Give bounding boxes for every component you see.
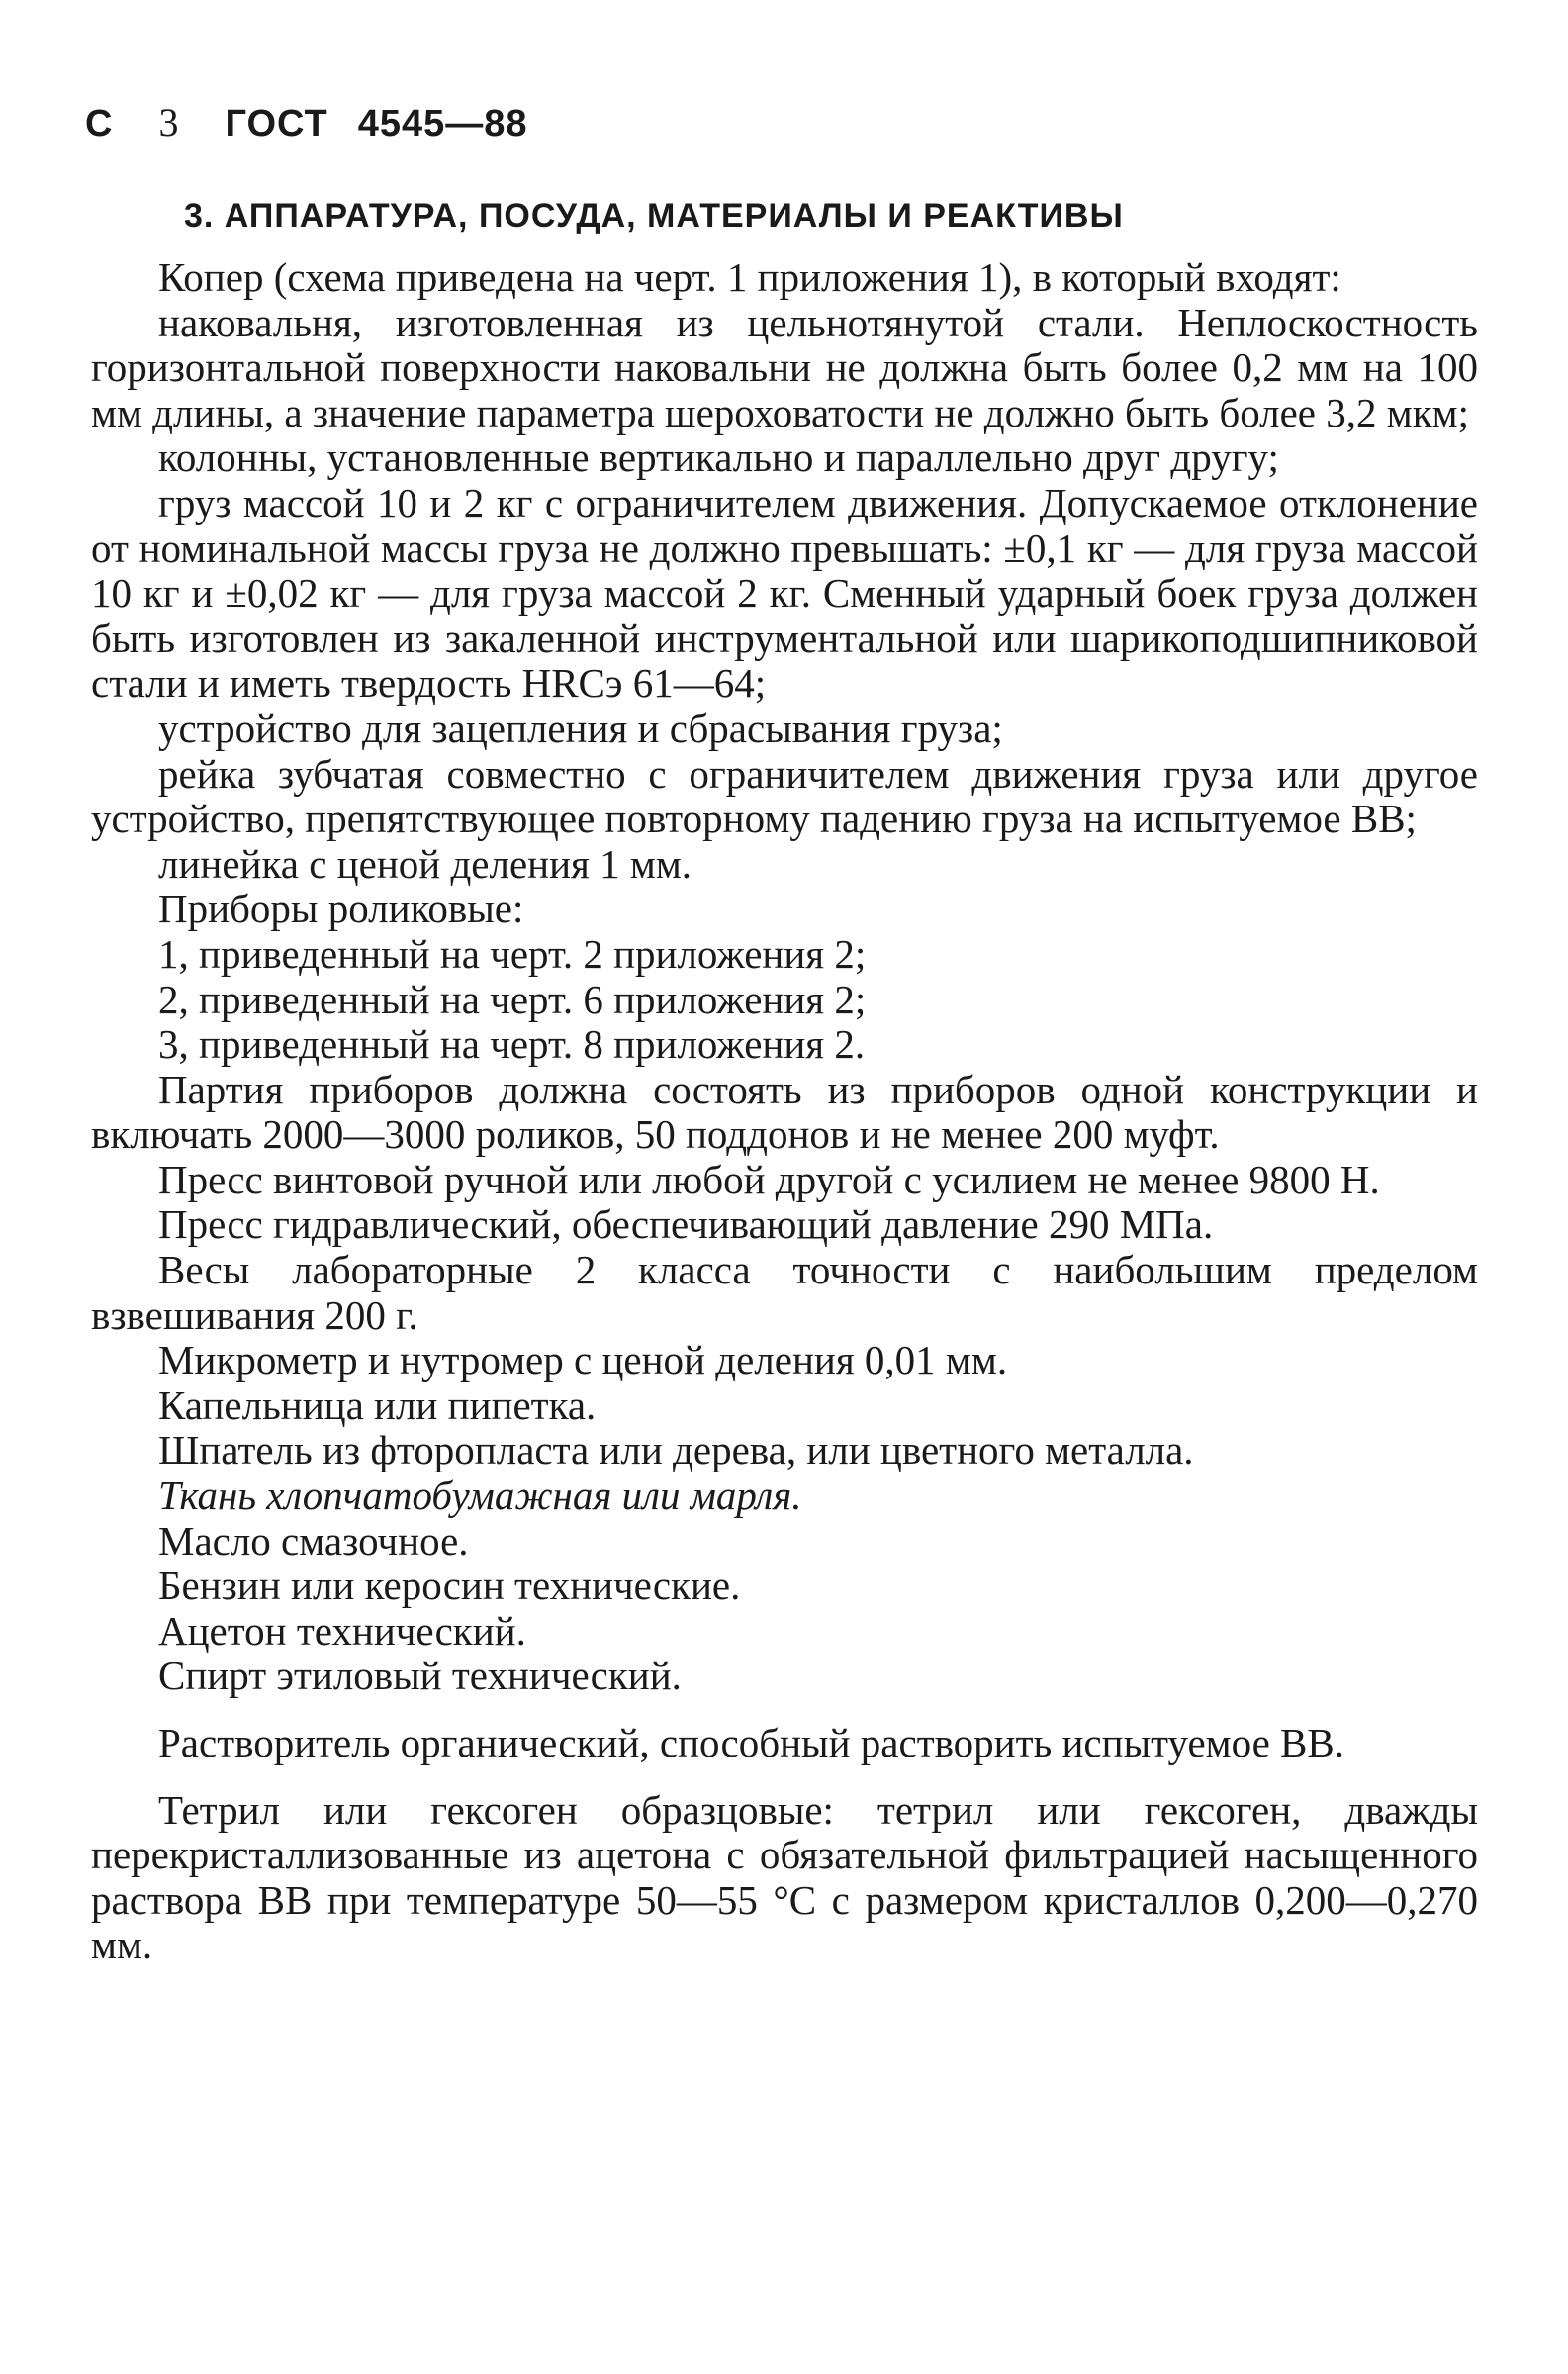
paragraph-micrometer: Микрометр и нутромер с ценой деления 0,01 мм. (158, 1337, 1008, 1383)
paragraph-columns: колонны, установленные вертикально и параллельно друг другу; (158, 434, 1279, 481)
paragraph-alcohol: Спирт этиловый технический. (158, 1653, 682, 1699)
paragraph-screw-press: Пресс винтовой ручной или любой другой с усилием не менее 9800 Н. (158, 1156, 1380, 1202)
paragraph-spatula: Шпатель из фторопласта или дерева, или цветного металла. (158, 1427, 1194, 1473)
paragraph-dropper: Капельница или пипетка. (158, 1381, 597, 1428)
paragraph-koper: Копер (схема приведена на черт. 1 приложения 1), в который входят: (158, 254, 1341, 300)
paragraph-roller-devices: Приборы роликовые: (158, 886, 524, 932)
paragraph-roller-3: 3, приведенный на черт. 8 приложения 2. (158, 1021, 866, 1068)
paragraph-cloth: Ткань хлопчатобумажная или марля. (158, 1472, 802, 1519)
paragraph-anvil: наковальня, изготовленная из цельнотянутой стали. Неплоскостность горизонтальной поверхности наковальни не должна быть более 0,2 мм на 100 мм длины, а значение параметра шероховатости не должно быть более 3,2 мкм; (91, 299, 1478, 435)
section-title: 3. АППАРАТУРА, ПОСУДА, МАТЕРИАЛЫ И РЕАКТИВЫ (184, 197, 1124, 235)
paragraph-batch: Партия приборов должна состоять из приборов одной конструкции и включать 2000—3000 роликов, 50 поддонов и не менее 200 муфт. (91, 1066, 1478, 1158)
paragraph-ruler: линейка с ценой деления 1 мм. (158, 840, 692, 887)
paragraph-solvent: Растворитель органический, способный растворить испытуемое ВВ. (158, 1720, 1344, 1765)
paragraph-roller-2: 2, приведенный на черт. 6 приложения 2; (158, 976, 867, 1022)
standard-label: ГОСТ (225, 103, 328, 144)
document-body (91, 255, 1478, 1968)
paragraph-release-device: устройство для зацепления и сбрасывания груза; (158, 705, 1003, 751)
page-header (85, 99, 528, 158)
header-mark: С (85, 103, 114, 144)
standard-number: 4545—88 (357, 103, 528, 144)
paragraph-acetone: Ацетон технический. (158, 1607, 526, 1654)
paragraph-tetryl: Тетрил или гексоген образцовые: тетрил или гексоген, дважды перекристаллизованные из ацетона с обязательной фильтрацией насыщенного раствора ВВ при температуре 50—55 °С с размером кристаллов 0,200—0,270 мм. (91, 1786, 1478, 1968)
paragraph-roller-1: 1, приведенный на черт. 2 приложения 2; (158, 930, 867, 977)
paragraph-hydraulic-press: Пресс гидравлический, обеспечивающий давление 290 МПа. (158, 1201, 1214, 1248)
paragraph-scales: Весы лабораторные 2 класса точности с наибольшим пределом взвешивания 200 г. (91, 1247, 1478, 1338)
paragraph-weight: груз массой 10 и 2 кг с ограничителем движения. Допускаемое отклонение от номинальной массы груза не должно превышать: ±0,1 кг — для груза массой 10 кг и ±0,02 кг — для груза массой 2 кг. Сменный ударный боек груза должен быть изготовлен из закаленной инструментальной или шарикоподшипниковой стали и иметь твердость HRCэ 61—64; (91, 479, 1478, 707)
paragraph-oil: Масло смазочное. (158, 1517, 469, 1564)
paragraph-petrol: Бензин или керосин технические. (158, 1563, 741, 1609)
page-number: 3 (158, 100, 180, 144)
paragraph-rack: рейка зубчатая совместно с ограничителем движения груза или другое устройство, препятствующее повторному падению груза на испытуемое ВВ; (91, 750, 1478, 842)
